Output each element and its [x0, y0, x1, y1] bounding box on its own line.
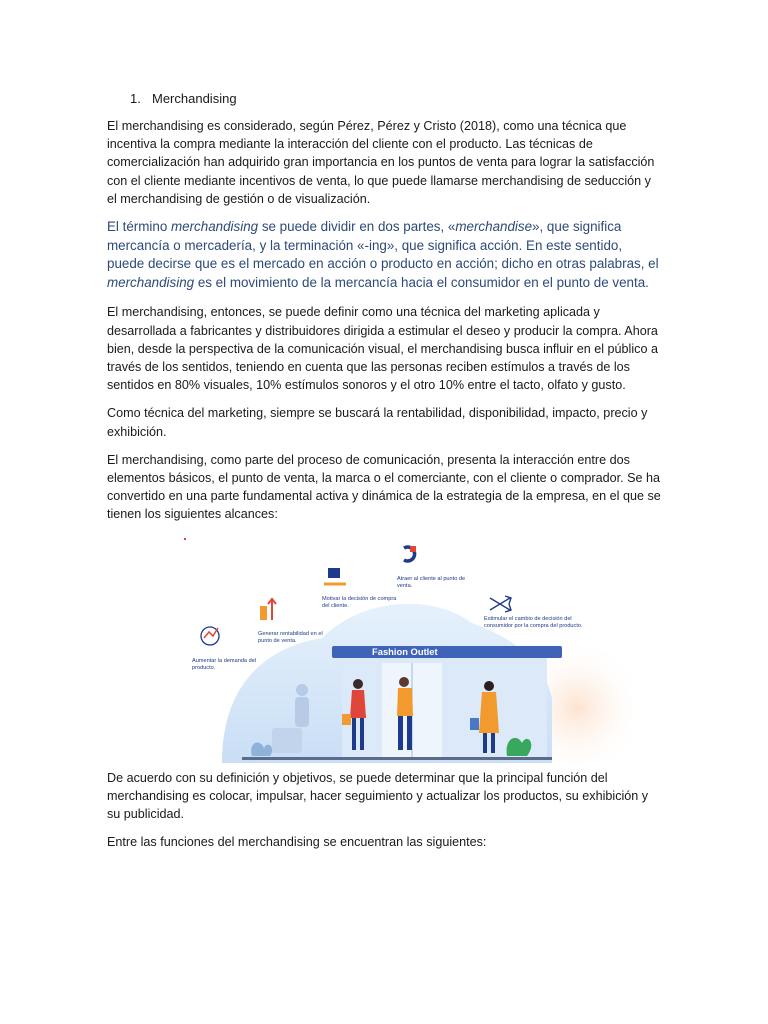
clerk-leg-right [407, 716, 412, 750]
shopper-woman-coat [350, 690, 366, 718]
heading-title: Merchandising [152, 91, 237, 106]
paragraph-objectives: Como técnica del marketing, siempre se buscará la rentabilidad, disponibilidad, impacto, precio y exhibición. [107, 406, 648, 439]
quote-emphasis-2: merchandise [455, 219, 533, 235]
floor-line [242, 757, 552, 760]
shopping-bag-icon [328, 568, 340, 578]
shopping-bag-1 [342, 714, 351, 725]
label-stimulate: Estimular el cambio de decisión del consumidor por la compra del producto. [484, 615, 583, 629]
store-awning [332, 646, 562, 658]
quote-text-4: es el movimiento de la mercancía hacia el consumidor en el punto de venta. [194, 274, 649, 290]
magnet-tip-icon [410, 546, 416, 552]
heading-number: 1. [130, 91, 141, 106]
paragraph-marketing-technique: El merchandising, entonces, se puede definir como una técnica del marketing aplicada y desarrollada a fabricantes y distribuidores dirigida a estimular el deseo y producir la compra. Ahora bien, desde la perspectiva de la comunicación visual, el merchandising busca influir en el público a través de los sentidos, teniendo en cuenta que las personas reciben estímulos a través de los sentidos en 80% visuales, 10% estímulos sonoros y el otro 10% entre el tacto, olfato y gusto. [107, 305, 658, 393]
quote-emphasis-1: merchandising [171, 219, 259, 235]
paragraph-communication: El merchandising, como parte del proceso de comunicación, presenta la interacción entre dos elementos básicos, el punto de venta, la marca o el comerciante, con el cliente o comprador. Se ha convertido en una parte fundamental activa y dinámica de la estrategia de la empresa, en el que se tienen los siguientes alcances: [107, 452, 661, 522]
shopping-bag-2 [470, 718, 479, 730]
profit-arrow-icon [268, 599, 276, 620]
label-motivate: Motivar la decisión de compra del cliente. [322, 595, 397, 609]
plant-right [507, 738, 532, 756]
quote-emphasis-3: merchandising [107, 274, 195, 290]
customer-leg-right [491, 733, 495, 753]
clerk-head [399, 677, 409, 687]
store-sign: Fashion Outlet [372, 645, 438, 657]
mannequin-head [296, 684, 308, 696]
mannequin-body [295, 697, 309, 727]
shopper-woman-leg-left [352, 718, 356, 750]
merchandising-scope-illustration [182, 538, 632, 763]
shopper-woman-head [353, 679, 363, 689]
document-page [107, 90, 662, 861]
label-attract: Atraer al cliente al punto de venta. [397, 575, 466, 589]
quote-text-1: El término [107, 219, 171, 235]
customer-head [484, 681, 494, 691]
paragraph-definition: El merchandising es considerado, según Pérez, Pérez y Cristo (2018), como una técnica que incentiva la compra mediante la interacción del cliente con el producto. Las técnicas de comercialización han adquirido gran importancia en los puntos de venta para lograr la satisfacción con el cliente mediante incentivos de venta, lo que puede llamarse merchandising de seducción y el merchandising de gestión o de visualización. [107, 119, 655, 206]
section-heading [130, 90, 662, 108]
shuffle-icon [490, 596, 511, 612]
clerk-shirt [397, 688, 413, 716]
red-dot [184, 538, 186, 540]
customer-coat [479, 692, 499, 733]
coins-icon [260, 606, 267, 620]
customer-leg-left [483, 733, 487, 753]
paragraph-term-quote [107, 218, 662, 292]
shopper-woman-leg-right [360, 718, 364, 750]
label-profit: Generar rentabilidad en el punto de venta. [258, 630, 323, 644]
paragraph-main-function: De acuerdo con su definición y objetivos, se puede determinar que la principal función del merchandising es colocar, impulsar, hacer seguimiento y actualizar los productos, su exhibición y su publicidad. [107, 770, 649, 822]
display-stand [272, 728, 302, 753]
quote-text-2: se puede dividir en dos partes, « [258, 219, 456, 235]
label-demand: Aumentar la demanda del producto. [192, 657, 257, 671]
quote-text-3: », que significa mercancía o mercadería, y la terminación «-ing», que significa acción. En este sentido, puede decirse que es el mercado en acción o producto en acción; dicho en otras palabras, el [107, 219, 659, 272]
paragraph-functions-intro: Entre las funciones del merchandising se encuentran las siguientes: [107, 835, 487, 850]
clerk-leg-left [398, 716, 403, 750]
